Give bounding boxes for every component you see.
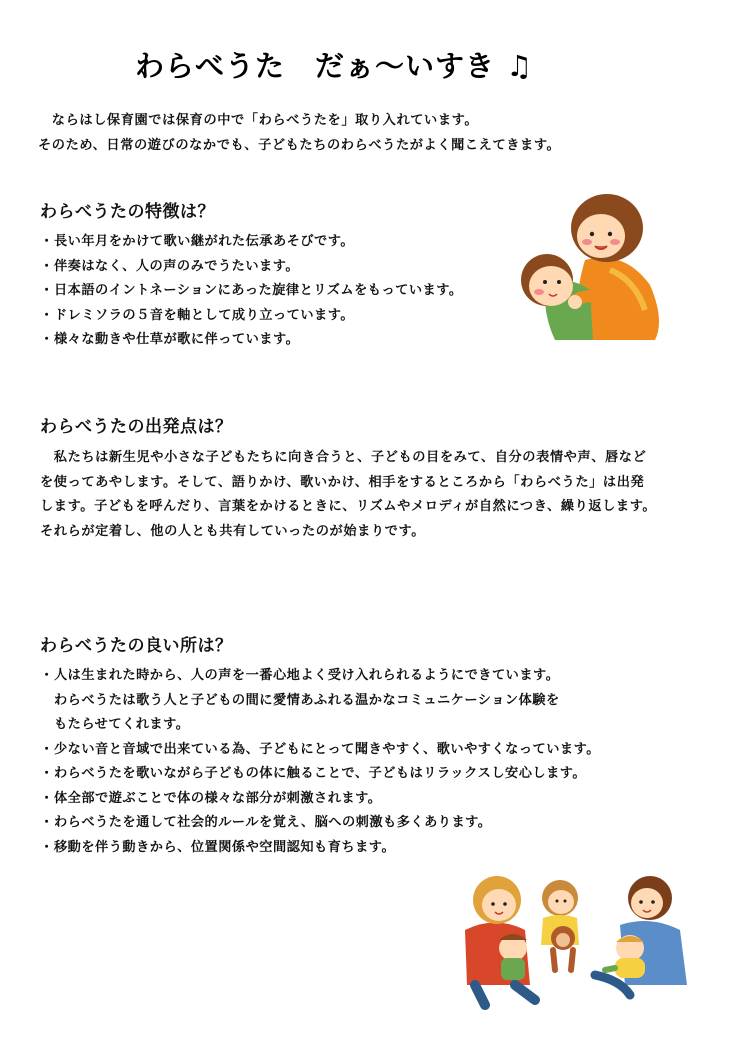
benefits-list <box>40 664 600 860</box>
section-heading-benefits: わらべうたの良い所は？ <box>40 636 233 656</box>
section-heading-origin: わらべうたの出発点は？ <box>40 417 233 437</box>
list-item-continuation: わらべうたは歌う人と子どもの間に愛情あふれる温かなコミュニケーション体験を <box>54 692 560 708</box>
mother-child-illustration <box>515 190 665 345</box>
origin-paragraph <box>40 446 656 544</box>
list-item: ・体全部で遊ぶことで体の様々な部分が刺激されます。 <box>40 790 382 806</box>
origin-line: を使ってあやします。そして、語りかけ、歌いかけ、相手をするところから「わらべうた」は出発 <box>40 474 645 490</box>
list-item: ・日本語のイントネーションにあった旋律とリズムをもっています。 <box>40 283 463 298</box>
intro-paragraph <box>38 109 560 158</box>
list-item: ・長い年月をかけて歌い継がれた伝承あそびです。 <box>40 234 355 249</box>
list-item: ・わらべうたを歌いながら子どもの体に触ることで、子どもはリラックスし安心します。 <box>40 766 587 781</box>
list-item: ・移動を伴う動きから、位置関係や空間認知も育ちます。 <box>40 839 396 855</box>
intro-line: ならはし保育園では保育の中で「わらべうたを」取り入れています。 <box>38 113 479 128</box>
family-play-illustration <box>455 860 705 1010</box>
list-item-continuation: もたらせてくれます。 <box>54 717 190 732</box>
origin-line: それらが定着し、他の人とも共有していったのが始まりです。 <box>40 523 425 539</box>
list-item: ・ドレミソラの５音を軸として成り立っています。 <box>40 307 355 323</box>
list-item: ・わらべうたを通して社会的ルールを覚え、脳への刺激も多くあります。 <box>40 815 492 830</box>
origin-line: します。子どもを呼んだり、言葉をかけるときに、リズムやメロディが自然につき、繰り返します。 <box>40 499 657 514</box>
list-item: ・伴奏はなく、人の声のみでうたいます。 <box>40 258 300 274</box>
section-heading-features: わらべうたの特徴は？ <box>40 202 215 222</box>
features-list <box>40 230 463 353</box>
origin-line: 私たちは新生児や小さな子どもたちに向き合うと、子どもの目をみて、自分の表情や声、唇など <box>40 450 647 465</box>
list-item: ・人は生まれた時から、人の声を一番心地よく受け入れられるようにできています。 <box>40 668 560 683</box>
intro-line: そのため、日常の遊びのなかでも、子どもたちのわらべうたがよく聞こえてきます。 <box>38 137 561 153</box>
list-item: ・様々な動きや仕草が歌に伴っています。 <box>40 332 300 347</box>
page-title: わらべうた だぁ〜いすき ♫ <box>135 49 534 83</box>
list-item: ・少ない音と音域で出来ている為、子どもにとって聞きやすく、歌いやすくなっています。 <box>40 741 600 757</box>
